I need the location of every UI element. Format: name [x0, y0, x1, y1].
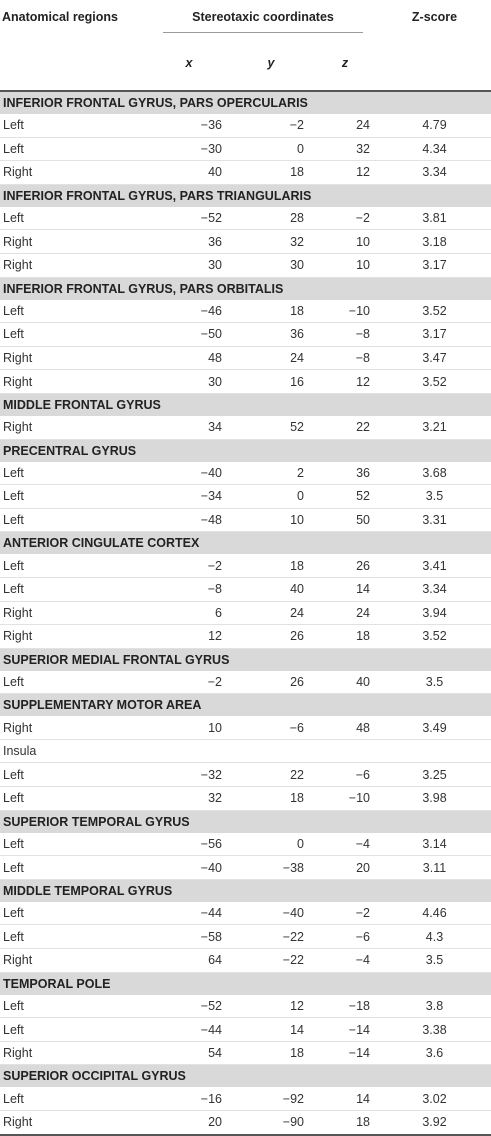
cell-side: Left — [0, 925, 148, 949]
section-title: MIDDLE FRONTAL GYRUS — [0, 393, 491, 416]
cell-y: 22 — [230, 763, 312, 787]
cell-z: −6 — [312, 925, 378, 949]
cell-x: −56 — [148, 833, 230, 856]
header-coordinates-rule — [163, 32, 363, 33]
table-row — [0, 1018, 491, 1042]
cell-y: −90 — [230, 1111, 312, 1135]
cell-y — [230, 739, 312, 763]
cell-x: −40 — [148, 462, 230, 485]
cell-x: −44 — [148, 1018, 230, 1042]
cell-z-score: 3.47 — [378, 346, 491, 370]
cell-z-score: 3.68 — [378, 462, 491, 485]
cell-side: Left — [0, 462, 148, 485]
cell-x: 30 — [148, 253, 230, 277]
cell-z-score: 3.17 — [378, 323, 491, 347]
cell-z: 48 — [312, 716, 378, 739]
section-title: INFERIOR FRONTAL GYRUS, PARS TRIANGULARIS — [0, 184, 491, 207]
cell-z-score: 3.02 — [378, 1087, 491, 1110]
cell-y: −92 — [230, 1087, 312, 1110]
table-row — [0, 902, 491, 925]
cell-z-score: 3.34 — [378, 161, 491, 185]
cell-z-score: 3.94 — [378, 601, 491, 625]
cell-z: −4 — [312, 833, 378, 856]
cell-side: Left — [0, 833, 148, 856]
cell-z-score: 4.79 — [378, 114, 491, 137]
table-row — [0, 346, 491, 370]
table-row — [0, 114, 491, 137]
header-anatomical-regions: Anatomical regions — [2, 10, 118, 24]
cell-z: 24 — [312, 114, 378, 137]
cell-side: Left — [0, 577, 148, 601]
cell-z-score: 4.46 — [378, 902, 491, 925]
cell-x: 32 — [148, 787, 230, 811]
cell-x: 64 — [148, 949, 230, 973]
header-x: x — [185, 56, 193, 70]
cell-y: 0 — [230, 833, 312, 856]
table-row — [0, 370, 491, 394]
table-row — [0, 416, 491, 439]
cell-z: −14 — [312, 1018, 378, 1042]
cell-y: 18 — [230, 787, 312, 811]
cell-side: Left — [0, 671, 148, 694]
cell-side: Right — [0, 601, 148, 625]
cell-z: −4 — [312, 949, 378, 973]
cell-z: −10 — [312, 300, 378, 323]
cell-z: 12 — [312, 161, 378, 185]
cell-z-score: 3.5 — [378, 485, 491, 509]
cell-y: 26 — [230, 671, 312, 694]
cell-side: Left — [0, 508, 148, 532]
table-row — [0, 856, 491, 880]
header-blank — [0, 45, 148, 81]
cell-y: 14 — [230, 1018, 312, 1042]
cell-z: −14 — [312, 1041, 378, 1065]
cell-z: 10 — [312, 230, 378, 254]
cell-x: −8 — [148, 577, 230, 601]
section-title: INFERIOR FRONTAL GYRUS, PARS ORBITALIS — [0, 277, 491, 300]
cell-x: 48 — [148, 346, 230, 370]
cell-z: −18 — [312, 995, 378, 1018]
cell-z: 12 — [312, 370, 378, 394]
table-row — [0, 763, 491, 787]
cell-z: 26 — [312, 554, 378, 577]
section-header — [0, 91, 491, 114]
cell-x: 54 — [148, 1041, 230, 1065]
table-row — [0, 1087, 491, 1110]
cell-z-score: 3.34 — [378, 577, 491, 601]
cell-z-score: 3.92 — [378, 1111, 491, 1135]
cell-z-score: 3.8 — [378, 995, 491, 1018]
cell-side: Left — [0, 995, 148, 1018]
section-header — [0, 277, 491, 300]
cell-x: −44 — [148, 902, 230, 925]
header-y: y — [267, 56, 275, 70]
cell-side: Insula — [0, 739, 148, 763]
cell-x: 12 — [148, 625, 230, 649]
cell-side: Left — [0, 856, 148, 880]
section-title: INFERIOR FRONTAL GYRUS, PARS OPERCULARIS — [0, 91, 491, 114]
table-row — [0, 671, 491, 694]
cell-side: Left — [0, 137, 148, 161]
cell-x: −2 — [148, 671, 230, 694]
cell-x: −16 — [148, 1087, 230, 1110]
section-header — [0, 184, 491, 207]
cell-z-score: 3.52 — [378, 300, 491, 323]
cell-side: Left — [0, 902, 148, 925]
section-header — [0, 879, 491, 902]
cell-z: 50 — [312, 508, 378, 532]
cell-x: −36 — [148, 114, 230, 137]
cell-z: 24 — [312, 601, 378, 625]
section-title: SUPPLEMENTARY MOTOR AREA — [0, 694, 491, 717]
cell-x: −30 — [148, 137, 230, 161]
cell-side: Left — [0, 485, 148, 509]
cell-side: Right — [0, 370, 148, 394]
cell-y: 40 — [230, 577, 312, 601]
cell-x — [148, 739, 230, 763]
cell-y: −6 — [230, 716, 312, 739]
cell-y: 24 — [230, 346, 312, 370]
cell-z-score: 3.14 — [378, 833, 491, 856]
cell-side: Right — [0, 625, 148, 649]
cell-z: 14 — [312, 1087, 378, 1110]
cell-x: −48 — [148, 508, 230, 532]
table-row — [0, 137, 491, 161]
cell-x: −2 — [148, 554, 230, 577]
cell-z: −10 — [312, 787, 378, 811]
cell-x: 34 — [148, 416, 230, 439]
cell-z-score: 3.52 — [378, 370, 491, 394]
cell-y: 2 — [230, 462, 312, 485]
cell-z: 32 — [312, 137, 378, 161]
table-row — [0, 925, 491, 949]
cell-side: Left — [0, 554, 148, 577]
cell-side: Right — [0, 716, 148, 739]
cell-z: −2 — [312, 207, 378, 230]
cell-side: Left — [0, 1018, 148, 1042]
cell-z: 20 — [312, 856, 378, 880]
cell-y: 10 — [230, 508, 312, 532]
cell-y: 28 — [230, 207, 312, 230]
cell-z: 22 — [312, 416, 378, 439]
cell-side: Left — [0, 763, 148, 787]
table-row — [0, 485, 491, 509]
section-title: SUPERIOR OCCIPITAL GYRUS — [0, 1065, 491, 1088]
cell-z: 36 — [312, 462, 378, 485]
cell-z-score: 3.49 — [378, 716, 491, 739]
section-header — [0, 439, 491, 462]
cell-y: 18 — [230, 1041, 312, 1065]
cell-side: Right — [0, 949, 148, 973]
section-title: SUPERIOR TEMPORAL GYRUS — [0, 810, 491, 833]
table-row — [0, 300, 491, 323]
header-stereotaxic-coordinates-label: Stereotaxic coordinates — [192, 10, 334, 24]
header-stereotaxic-coordinates — [148, 0, 378, 45]
header-z-score: Z-score — [411, 10, 458, 24]
cell-side: Right — [0, 416, 148, 439]
cell-y: 18 — [230, 300, 312, 323]
cell-x: 40 — [148, 161, 230, 185]
cell-side: Right — [0, 161, 148, 185]
cell-y: 0 — [230, 137, 312, 161]
table-row — [0, 554, 491, 577]
cell-z-score: 3.52 — [378, 625, 491, 649]
cell-z-score: 4.34 — [378, 137, 491, 161]
cell-z: −6 — [312, 763, 378, 787]
cell-x: −34 — [148, 485, 230, 509]
table-row — [0, 1111, 491, 1135]
cell-y: 18 — [230, 554, 312, 577]
cell-y: 26 — [230, 625, 312, 649]
section-title: SUPERIOR MEDIAL FRONTAL GYRUS — [0, 648, 491, 671]
header-rule — [0, 81, 491, 91]
cell-y: 30 — [230, 253, 312, 277]
section-header — [0, 810, 491, 833]
cell-z: 14 — [312, 577, 378, 601]
cell-x: 30 — [148, 370, 230, 394]
table-row — [0, 577, 491, 601]
table-row — [0, 625, 491, 649]
cell-z-score: 3.98 — [378, 787, 491, 811]
table-row — [0, 230, 491, 254]
table-row — [0, 1041, 491, 1065]
cell-z: 18 — [312, 1111, 378, 1135]
table-row — [0, 161, 491, 185]
cell-y: 24 — [230, 601, 312, 625]
cell-z-score: 3.41 — [378, 554, 491, 577]
cell-z: 18 — [312, 625, 378, 649]
cell-y: −22 — [230, 949, 312, 973]
cell-z: −8 — [312, 323, 378, 347]
cell-z-score: 3.5 — [378, 671, 491, 694]
cell-x: 10 — [148, 716, 230, 739]
table-row — [0, 207, 491, 230]
table-row — [0, 716, 491, 739]
cell-y: 36 — [230, 323, 312, 347]
table-row — [0, 601, 491, 625]
cell-side: Left — [0, 114, 148, 137]
cell-side: Right — [0, 253, 148, 277]
cell-x: 36 — [148, 230, 230, 254]
header-z: z — [341, 56, 349, 70]
section-title: ANTERIOR CINGULATE CORTEX — [0, 532, 491, 555]
cell-z-score: 3.21 — [378, 416, 491, 439]
cell-z-score: 3.31 — [378, 508, 491, 532]
cell-z — [312, 739, 378, 763]
cell-z-score: 4.3 — [378, 925, 491, 949]
table-row — [0, 949, 491, 973]
cell-x: 20 — [148, 1111, 230, 1135]
cell-z-score — [378, 739, 491, 763]
cell-x: −40 — [148, 856, 230, 880]
cell-side: Left — [0, 300, 148, 323]
cell-y: 16 — [230, 370, 312, 394]
cell-y: 52 — [230, 416, 312, 439]
cell-x: −50 — [148, 323, 230, 347]
cell-side: Left — [0, 207, 148, 230]
table-row — [0, 833, 491, 856]
cell-x: −46 — [148, 300, 230, 323]
cell-z-score: 3.81 — [378, 207, 491, 230]
cell-y: −22 — [230, 925, 312, 949]
cell-z-score: 3.25 — [378, 763, 491, 787]
cell-z-score: 3.18 — [378, 230, 491, 254]
cell-y: 32 — [230, 230, 312, 254]
cell-side: Right — [0, 1111, 148, 1135]
cell-y: −40 — [230, 902, 312, 925]
cell-y: 12 — [230, 995, 312, 1018]
table-row — [0, 508, 491, 532]
cell-side: Right — [0, 1041, 148, 1065]
section-title: PRECENTRAL GYRUS — [0, 439, 491, 462]
cell-z: 10 — [312, 253, 378, 277]
cell-z-score: 3.11 — [378, 856, 491, 880]
section-header — [0, 1065, 491, 1088]
section-header — [0, 972, 491, 995]
section-header — [0, 648, 491, 671]
cell-z: 52 — [312, 485, 378, 509]
cell-x: 6 — [148, 601, 230, 625]
cell-side: Right — [0, 346, 148, 370]
cell-y: 0 — [230, 485, 312, 509]
section-header — [0, 694, 491, 717]
cell-side: Left — [0, 787, 148, 811]
section-title: MIDDLE TEMPORAL GYRUS — [0, 879, 491, 902]
cell-z-score: 3.17 — [378, 253, 491, 277]
cell-z: 40 — [312, 671, 378, 694]
header-blank-2 — [378, 45, 491, 81]
table-row — [0, 253, 491, 277]
table-row — [0, 739, 491, 763]
cell-x: −58 — [148, 925, 230, 949]
table-row — [0, 787, 491, 811]
cell-z-score: 3.5 — [378, 949, 491, 973]
section-header — [0, 532, 491, 555]
table-row — [0, 323, 491, 347]
table-body — [0, 91, 491, 1135]
cell-z: −8 — [312, 346, 378, 370]
cell-side: Left — [0, 323, 148, 347]
table-row — [0, 462, 491, 485]
cell-z-score: 3.38 — [378, 1018, 491, 1042]
cell-x: −52 — [148, 995, 230, 1018]
section-header — [0, 393, 491, 416]
cell-side: Left — [0, 1087, 148, 1110]
cell-side: Right — [0, 230, 148, 254]
cell-x: −52 — [148, 207, 230, 230]
cell-y: 18 — [230, 161, 312, 185]
cell-z-score: 3.6 — [378, 1041, 491, 1065]
cell-x: −32 — [148, 763, 230, 787]
table-row — [0, 995, 491, 1018]
section-title: TEMPORAL POLE — [0, 972, 491, 995]
cell-y: −2 — [230, 114, 312, 137]
table-header — [0, 0, 491, 91]
cell-y: −38 — [230, 856, 312, 880]
cell-z: −2 — [312, 902, 378, 925]
